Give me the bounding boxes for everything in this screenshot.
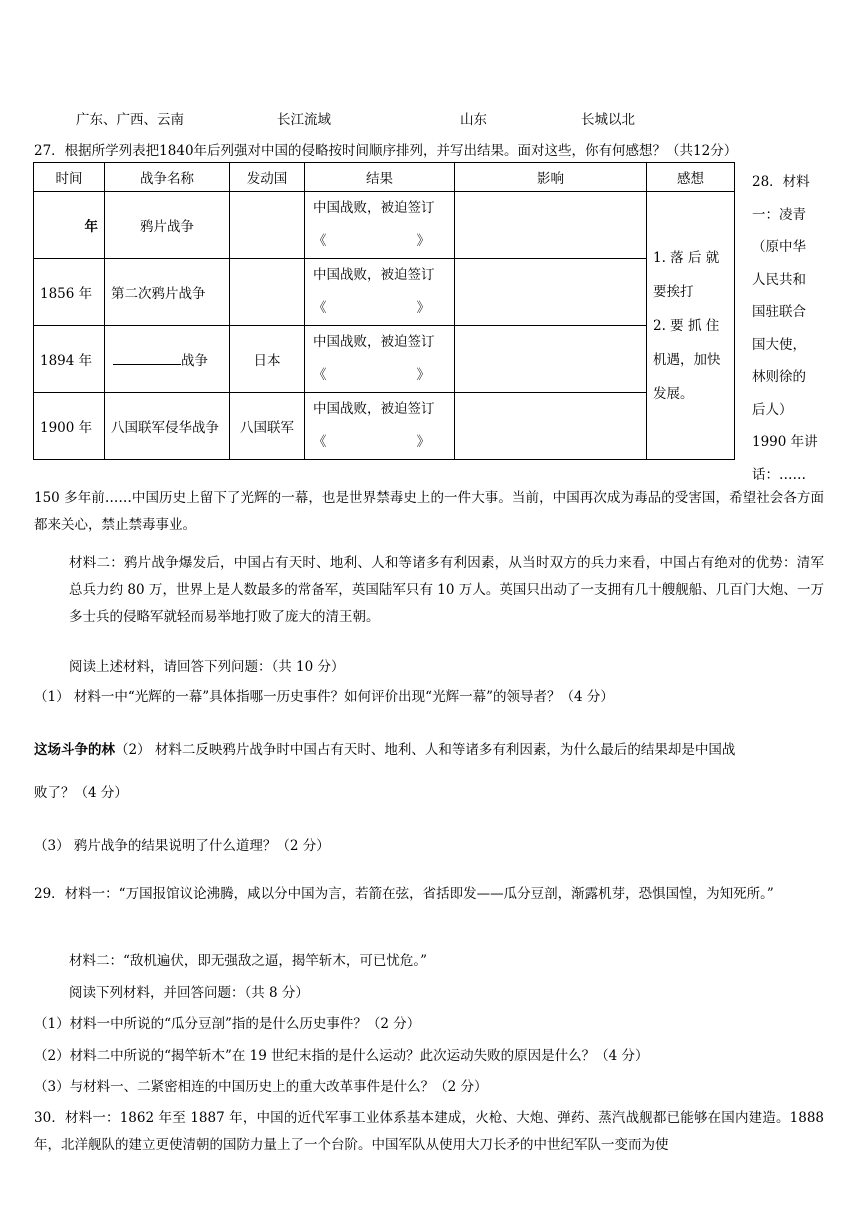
war-cell <box>105 326 230 393</box>
treaty-close: 》 <box>416 233 430 249</box>
treaty-close: 》 <box>416 300 430 316</box>
table-row <box>34 192 735 259</box>
side-line: 话：…… <box>752 466 806 483</box>
result-cell <box>305 192 455 259</box>
country-cell <box>230 192 305 259</box>
feeling-cell <box>647 192 735 460</box>
time-cell: 1856 年 <box>34 259 105 326</box>
q29-question-3: （3）与材料一、二紧密相连的中国历史上的重大改革事件是什么？（2 分） <box>34 1079 488 1095</box>
war-cell: 鸦片战争 <box>105 192 230 259</box>
q28-question-2-cont: 败了？（4 分） <box>34 785 128 801</box>
side-line: 国驻联合 <box>752 304 806 320</box>
time-cell: 1894 年 <box>34 326 105 393</box>
table-row <box>34 259 735 326</box>
country-cell: 八国联军 <box>230 393 305 460</box>
invasion-table <box>33 162 735 460</box>
region-label: 长江流域 <box>277 112 331 128</box>
treaty-open: 《 <box>313 434 327 450</box>
treaty-open: 《 <box>313 233 327 249</box>
treaty-close: 》 <box>416 367 430 383</box>
q29-instruction: 阅读下列材料，并回答问题：（共 8 分） <box>69 985 309 1001</box>
q28-side-text <box>752 166 822 491</box>
treaty-close: 》 <box>416 434 430 450</box>
impact-cell <box>455 393 647 460</box>
feeling-line: 1. 落 后 就 <box>653 249 720 266</box>
war-suffix: 战争 <box>181 353 208 369</box>
header-feeling: 感想 <box>647 163 735 192</box>
result-text: 中国战败，被迫签订 <box>313 334 435 350</box>
impact-cell <box>455 259 647 326</box>
side-line: 人民共和 <box>752 271 806 288</box>
q29-question-1: （1）材料一中所说的“瓜分豆剖”指的是什么历史事件？（2 分） <box>34 1016 421 1032</box>
war-cell: 第二次鸦片战争 <box>105 259 230 326</box>
side-line: 28．材料 <box>752 174 810 190</box>
q28-instruction: 阅读上述材料，请回答下列问题：（共 10 分） <box>69 659 345 675</box>
time-cell: 年 <box>34 192 105 259</box>
result-text: 中国战败，被迫签订 <box>313 401 435 417</box>
header-impact: 影响 <box>455 163 647 192</box>
impact-cell <box>455 192 647 259</box>
region-label: 长城以北 <box>581 112 635 128</box>
q30-material1: 30．材料一：1862 年至 1887 年，中国的近代军事工业体系基本建成，火枪、大炮、弹药、蒸汽战舰都已能够在国内建造。1888 年，北洋舰队的建立更使清朝的国防力量上了一个台阶。中国军队从使用大刀长矛的中世纪军队一变而为使 <box>34 1110 824 1153</box>
q28-stray-text: 这场斗争的林 <box>34 742 115 758</box>
war-cell: 八国联军侵华战争 <box>105 393 230 460</box>
feeling-line: 要挨打 <box>653 283 694 300</box>
feeling-line: 发展。 <box>653 385 694 402</box>
result-text: 中国战败，被迫签订 <box>313 200 435 216</box>
region-label: 山东 <box>460 112 487 128</box>
q29-material2: 材料二：“敌机遍伏，即无强敌之逼，揭竿斩木，可已忧危。” <box>69 953 428 969</box>
feeling-line: 机遇，加快 <box>653 351 721 368</box>
table-row <box>34 326 735 393</box>
side-line: 国大使， <box>752 336 806 353</box>
time-cell: 1900 年 <box>34 393 105 460</box>
result-cell <box>305 393 455 460</box>
q28-question-2 <box>34 738 735 758</box>
header-war: 战争名称 <box>105 163 230 192</box>
q28-material1: 150 多年前……中国历史上留下了光辉的一幕，也是世界禁毒史上的一件大事。当前，中国再次成为毒品的受害国，希望社会各方面都来关心，禁止禁毒事业。 <box>34 490 824 533</box>
q29-question-2: （2）材料二中所说的“揭竿斩木”在 19 世纪末指的是什么运动？此次运动失败的原因是什么？（4 分） <box>34 1048 649 1064</box>
country-cell: 日本 <box>230 326 305 393</box>
table-header-row <box>34 163 735 192</box>
q28-question-2-text: （2） 材料二反映鸦片战争时中国占有天时、地利、人和等诸多有利因素，为什么最后的结果却是中国战 <box>115 742 736 758</box>
result-cell <box>305 259 455 326</box>
q28-question-1: （1） 材料一中“光辉的一幕”具体指哪一历史事件？如何评价出现“光辉一幕”的领导者？（4 分） <box>34 689 614 705</box>
country-cell <box>230 259 305 326</box>
q28-material2: 材料二：鸦片战争爆发后，中国占有天时、地利、人和等诸多有利因素，从当时双方的兵力来看，中国占有绝对的优势：清军总兵力约 80 万，世界上是人数最多的常备军，英国陆军只有 10 万人。英国只出动了一支拥有几十艘舰船、几百门大炮、一万多士兵的侵略军就轻而易举地打败了庞大的清王朝。 <box>69 555 824 625</box>
side-line: 1990 年讲 <box>752 434 818 450</box>
side-line: 后人） <box>752 401 793 418</box>
header-country: 发动国 <box>230 163 305 192</box>
feeling-line: 2. 要 抓 住 <box>653 317 720 334</box>
header-result: 结果 <box>305 163 455 192</box>
result-text: 中国战败，被迫签订 <box>313 267 435 283</box>
treaty-open: 《 <box>313 367 327 383</box>
region-label: 广东、广西、云南 <box>76 112 184 128</box>
treaty-open: 《 <box>313 300 327 316</box>
header-time: 时间 <box>34 163 105 192</box>
side-line: 林则徐的 <box>752 369 806 385</box>
q29-material1: 29．材料一：“万国报馆议论沸腾，咸以分中国为言，若箭在弦，省括即发——瓜分豆剖，渐露机芽，恐惧国惶，为知死所。” <box>34 886 774 902</box>
table-row <box>34 393 735 460</box>
side-line: 一：凌青 <box>752 206 806 223</box>
impact-cell <box>455 326 647 393</box>
result-cell <box>305 326 455 393</box>
q27-prompt: 27．根据所学列表把1840年后列强对中国的侵略按时间顺序排列，并写出结果。面对这些，你有何感想？（共12分） <box>34 143 738 159</box>
fill-blank[interactable] <box>113 351 181 365</box>
side-line: （原中华 <box>752 239 806 255</box>
q28-question-3: （3） 鸦片战争的结果说明了什么道理？（2 分） <box>34 838 330 854</box>
